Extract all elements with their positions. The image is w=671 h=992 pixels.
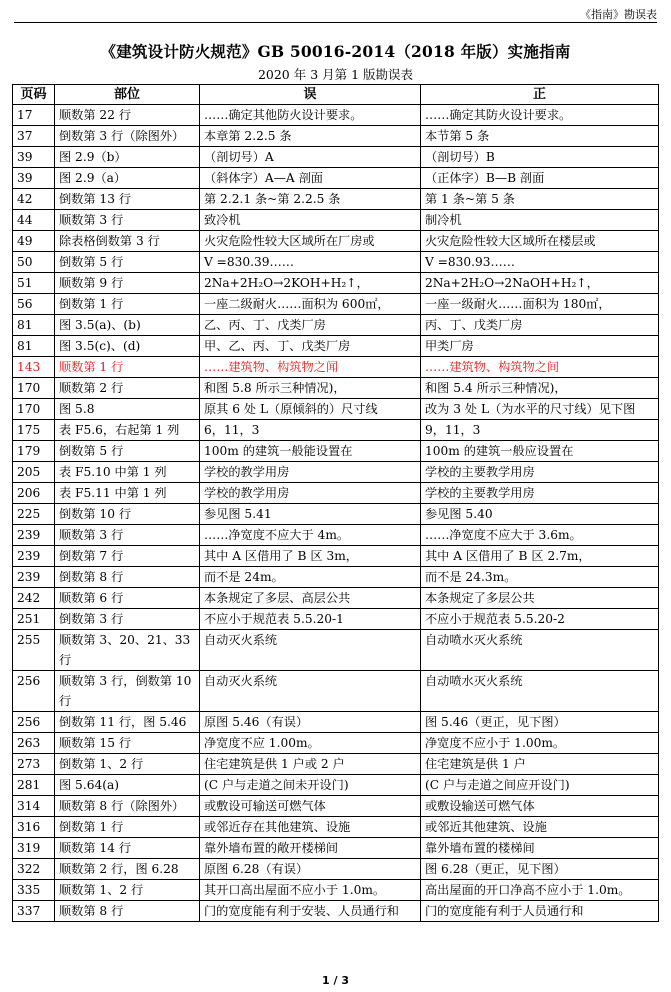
table-row (13, 189, 659, 210)
cell-wrong: 甲、乙、丙、丁、戊类厂房 (200, 336, 421, 357)
table-row (13, 817, 659, 838)
cell-correct: 图 5.46（更正，见下图） (421, 712, 659, 733)
cell-correct: 和图 5.4 所示三种情况)， (421, 378, 659, 399)
cell-wrong: ……建筑物、构筑物之闻 (200, 357, 421, 378)
cell-location: 顺数第 8 行（除图外） (55, 796, 200, 817)
cell-location: 顺数第 15 行 (55, 733, 200, 754)
cell-correct: 火灾危险性较大区域所在楼层或 (421, 231, 659, 252)
table-row (13, 880, 659, 901)
cell-location: 倒数第 7 行 (55, 546, 200, 567)
cell-wrong: 100m 的建筑一般能设置在 (200, 441, 421, 462)
cell-page: 39 (13, 147, 55, 168)
cell-page: 335 (13, 880, 55, 901)
cell-location: 倒数第 1 行 (55, 294, 200, 315)
cell-correct: 高出屋面的开口净高不应小于 1.0m。 (421, 880, 659, 901)
cell-location: 顺数第 9 行 (55, 273, 200, 294)
table-row (13, 399, 659, 420)
cell-wrong: 或敷设可输送可燃气体 (200, 796, 421, 817)
table-row (13, 796, 659, 817)
cell-correct: 自动喷水灭火系统 (421, 630, 659, 671)
table-row (13, 567, 659, 588)
cell-wrong: （剖切号）A (200, 147, 421, 168)
cell-location: 倒数第 13 行 (55, 189, 200, 210)
cell-correct: 本节第 5 条 (421, 126, 659, 147)
cell-page: 143 (13, 357, 55, 378)
table-row (13, 671, 659, 712)
table-row (13, 483, 659, 504)
cell-location: 倒数第 1、2 行 (55, 754, 200, 775)
cell-page: 251 (13, 609, 55, 630)
cell-page: 255 (13, 630, 55, 671)
table-row (13, 525, 659, 546)
cell-page: 225 (13, 504, 55, 525)
cell-wrong: 原图 6.28（有误） (200, 859, 421, 880)
cell-page: 239 (13, 525, 55, 546)
cell-location: 顺数第 1 行 (55, 357, 200, 378)
table-row (13, 754, 659, 775)
cell-correct: 门的宽度能有利于人员通行和 (421, 901, 659, 922)
table-row (13, 712, 659, 733)
page-number: 1 / 3 (322, 974, 349, 987)
table-row (13, 420, 659, 441)
cell-correct: 甲类厂房 (421, 336, 659, 357)
cell-wrong: 原图 5.46（有误） (200, 712, 421, 733)
cell-page: 239 (13, 567, 55, 588)
table-row (13, 294, 659, 315)
cell-correct: 9，11，3 (421, 420, 659, 441)
table-row (13, 609, 659, 630)
cell-location: 倒数第 3 行（除图外） (55, 126, 200, 147)
table-row (13, 147, 659, 168)
cell-correct: 住宅建筑是供 1 户 (421, 754, 659, 775)
table-row (13, 315, 659, 336)
cell-wrong: 2Na+2H₂O→2KOH+H₂↑， (200, 273, 421, 294)
cell-wrong: （斜体字）A—A 剖面 (200, 168, 421, 189)
cell-page: 322 (13, 859, 55, 880)
cell-wrong: 原其 6 处 L（原倾斜的）尺寸线 (200, 399, 421, 420)
table-header-row (13, 85, 659, 105)
cell-location: 表 F5.6，右起第 1 列 (55, 420, 200, 441)
cell-correct: 一座一级耐火……面积为 180㎡， (421, 294, 659, 315)
table-row (13, 630, 659, 671)
table-row (13, 462, 659, 483)
cell-wrong: 本章第 2.2.5 条 (200, 126, 421, 147)
cell-wrong: ……确定其他防火设计要求。 (200, 105, 421, 126)
cell-location: 顺数第 3 行 (55, 210, 200, 231)
table-row (13, 859, 659, 880)
cell-wrong: 其开口高出屋面不应小于 1.0m。 (200, 880, 421, 901)
cell-page: 314 (13, 796, 55, 817)
cell-location: 顺数第 3 行 (55, 525, 200, 546)
cell-correct: 100m 的建筑一般应设置在 (421, 441, 659, 462)
cell-location: 图 5.8 (55, 399, 200, 420)
cell-wrong: ……净宽度不应大于 4m。 (200, 525, 421, 546)
cell-wrong: 或邻近存在其他建筑、设施 (200, 817, 421, 838)
cell-location: 表 F5.11 中第 1 列 (55, 483, 200, 504)
cell-wrong: 自动灭火系统 (200, 671, 421, 712)
cell-correct: 学校的主要教学用房 (421, 483, 659, 504)
document-title: 《建筑设计防火规范》GB 50016-2014（2018 年版）实施指南 (100, 42, 571, 61)
cell-page: 239 (13, 546, 55, 567)
running-header: 《指南》勘误表 (580, 8, 657, 21)
cell-page: 56 (13, 294, 55, 315)
cell-wrong: V =830.39…… (200, 252, 421, 273)
document-subtitle: 2020 年 3 月第 1 版勘误表 (257, 67, 414, 82)
table-row (13, 357, 659, 378)
cell-correct: 不应小于规范表 5.5.20-2 (421, 609, 659, 630)
table-row (13, 504, 659, 525)
cell-correct: 靠外墙布置的楼梯间 (421, 838, 659, 859)
cell-location: 顺数第 1、2 行 (55, 880, 200, 901)
cell-wrong: 学校的教学用房 (200, 483, 421, 504)
cell-wrong: 住宅建筑是供 1 户或 2 户 (200, 754, 421, 775)
cell-wrong: 其中 A 区借用了 B 区 3m， (200, 546, 421, 567)
cell-wrong: 不应小于规范表 5.5.20-1 (200, 609, 421, 630)
cell-correct: (C 户与走道之间应开设门) (421, 775, 659, 796)
cell-location: 顺数第 8 行 (55, 901, 200, 922)
cell-wrong: (C 户与走道之间未开设门) (200, 775, 421, 796)
cell-page: 316 (13, 817, 55, 838)
cell-page: 51 (13, 273, 55, 294)
cell-page: 256 (13, 712, 55, 733)
cell-page: 81 (13, 336, 55, 357)
cell-page: 263 (13, 733, 55, 754)
cell-wrong: 自动灭火系统 (200, 630, 421, 671)
cell-page: 337 (13, 901, 55, 922)
cell-correct: （正体字）B—B 剖面 (421, 168, 659, 189)
cell-location: 倒数第 8 行 (55, 567, 200, 588)
table-row (13, 588, 659, 609)
cell-correct: 本条规定了多层公共 (421, 588, 659, 609)
cell-location: 图 2.9（a） (55, 168, 200, 189)
cell-location: 图 3.5(a)、(b) (55, 315, 200, 336)
cell-page: 49 (13, 231, 55, 252)
cell-location: 除表格倒数第 3 行 (55, 231, 200, 252)
table-row (13, 168, 659, 189)
column-header-location: 部位 (55, 85, 200, 105)
column-header-page: 页码 (13, 85, 55, 105)
cell-location: 表 F5.10 中第 1 列 (55, 462, 200, 483)
cell-correct: ……确定其防火设计要求。 (421, 105, 659, 126)
cell-wrong: 靠外墙布置的敞开楼梯间 (200, 838, 421, 859)
cell-page: 206 (13, 483, 55, 504)
header-divider (14, 22, 657, 23)
cell-page: 319 (13, 838, 55, 859)
cell-page: 281 (13, 775, 55, 796)
cell-wrong: 乙、丙、丁、戊类厂房 (200, 315, 421, 336)
cell-correct: 改为 3 处 L（为水平的尺寸线）见下图 (421, 399, 659, 420)
table-row (13, 441, 659, 462)
cell-correct: 其中 A 区借用了 B 区 2.7m， (421, 546, 659, 567)
cell-correct: V =830.93…… (421, 252, 659, 273)
errata-table-body (13, 105, 659, 922)
cell-correct: 或邻近其他建筑、设施 (421, 817, 659, 838)
cell-location: 顺数第 2 行 (55, 378, 200, 399)
cell-location: 顺数第 3 行，倒数第 10 行 (55, 671, 200, 712)
errata-table (12, 84, 659, 922)
cell-page: 242 (13, 588, 55, 609)
cell-page: 170 (13, 399, 55, 420)
cell-wrong: 6，11，3 (200, 420, 421, 441)
cell-page: 37 (13, 126, 55, 147)
cell-correct: 参见图 5.40 (421, 504, 659, 525)
table-row (13, 105, 659, 126)
table-row (13, 231, 659, 252)
table-row (13, 901, 659, 922)
table-row (13, 252, 659, 273)
cell-correct: 学校的主要教学用房 (421, 462, 659, 483)
cell-page: 273 (13, 754, 55, 775)
cell-wrong: 学校的教学用房 (200, 462, 421, 483)
table-row (13, 378, 659, 399)
cell-correct: 图 6.28（更正，见下图） (421, 859, 659, 880)
cell-location: 倒数第 3 行 (55, 609, 200, 630)
table-row (13, 210, 659, 231)
cell-page: 256 (13, 671, 55, 712)
cell-page: 81 (13, 315, 55, 336)
cell-correct: 2Na+2H₂O→2NaOH+H₂↑， (421, 273, 659, 294)
cell-correct: 丙、丁、戊类厂房 (421, 315, 659, 336)
table-row (13, 336, 659, 357)
cell-correct: 而不是 24.3m。 (421, 567, 659, 588)
cell-correct: ……建筑物、构筑物之间 (421, 357, 659, 378)
cell-correct: 或敷设输送可燃气体 (421, 796, 659, 817)
table-row (13, 733, 659, 754)
cell-correct: 第 1 条~第 5 条 (421, 189, 659, 210)
cell-page: 39 (13, 168, 55, 189)
cell-location: 图 5.64(a) (55, 775, 200, 796)
cell-page: 179 (13, 441, 55, 462)
cell-wrong: 参见图 5.41 (200, 504, 421, 525)
cell-location: 顺数第 6 行 (55, 588, 200, 609)
cell-wrong: 火灾危险性较大区域所在厂房或 (200, 231, 421, 252)
cell-wrong: 而不是 24m。 (200, 567, 421, 588)
cell-correct: 净宽度不应小于 1.00m。 (421, 733, 659, 754)
column-header-correct: 正 (421, 85, 659, 105)
cell-location: 顺数第 2 行，图 6.28 (55, 859, 200, 880)
cell-location: 倒数第 5 行 (55, 441, 200, 462)
column-header-wrong: 误 (200, 85, 421, 105)
cell-location: 图 3.5(c)、(d) (55, 336, 200, 357)
cell-location: 图 2.9（b） (55, 147, 200, 168)
cell-page: 175 (13, 420, 55, 441)
table-row (13, 126, 659, 147)
cell-wrong: 第 2.2.1 条~第 2.2.5 条 (200, 189, 421, 210)
cell-location: 顺数第 3、20、21、33 行 (55, 630, 200, 671)
cell-page: 170 (13, 378, 55, 399)
cell-page: 44 (13, 210, 55, 231)
table-row (13, 838, 659, 859)
cell-wrong: 一座二级耐火……面积为 600㎡， (200, 294, 421, 315)
cell-page: 17 (13, 105, 55, 126)
cell-location: 顺数第 22 行 (55, 105, 200, 126)
cell-correct: 自动喷水灭火系统 (421, 671, 659, 712)
cell-correct: 制冷机 (421, 210, 659, 231)
cell-wrong: 致冷机 (200, 210, 421, 231)
cell-wrong: 净宽度不应 1.00m。 (200, 733, 421, 754)
cell-wrong: 和图 5.8 所示三种情况)， (200, 378, 421, 399)
cell-wrong: 本条规定了多层、高层公共 (200, 588, 421, 609)
cell-location: 顺数第 14 行 (55, 838, 200, 859)
cell-location: 倒数第 1 行 (55, 817, 200, 838)
cell-wrong: 门的宽度能有利于安装、人员通行和 (200, 901, 421, 922)
table-row (13, 273, 659, 294)
cell-correct: （剖切号）B (421, 147, 659, 168)
table-row (13, 546, 659, 567)
cell-location: 倒数第 10 行 (55, 504, 200, 525)
cell-location: 倒数第 11 行，图 5.46 (55, 712, 200, 733)
table-row (13, 775, 659, 796)
cell-page: 50 (13, 252, 55, 273)
cell-page: 205 (13, 462, 55, 483)
cell-page: 42 (13, 189, 55, 210)
cell-location: 倒数第 5 行 (55, 252, 200, 273)
cell-correct: ……净宽度不应大于 3.6m。 (421, 525, 659, 546)
